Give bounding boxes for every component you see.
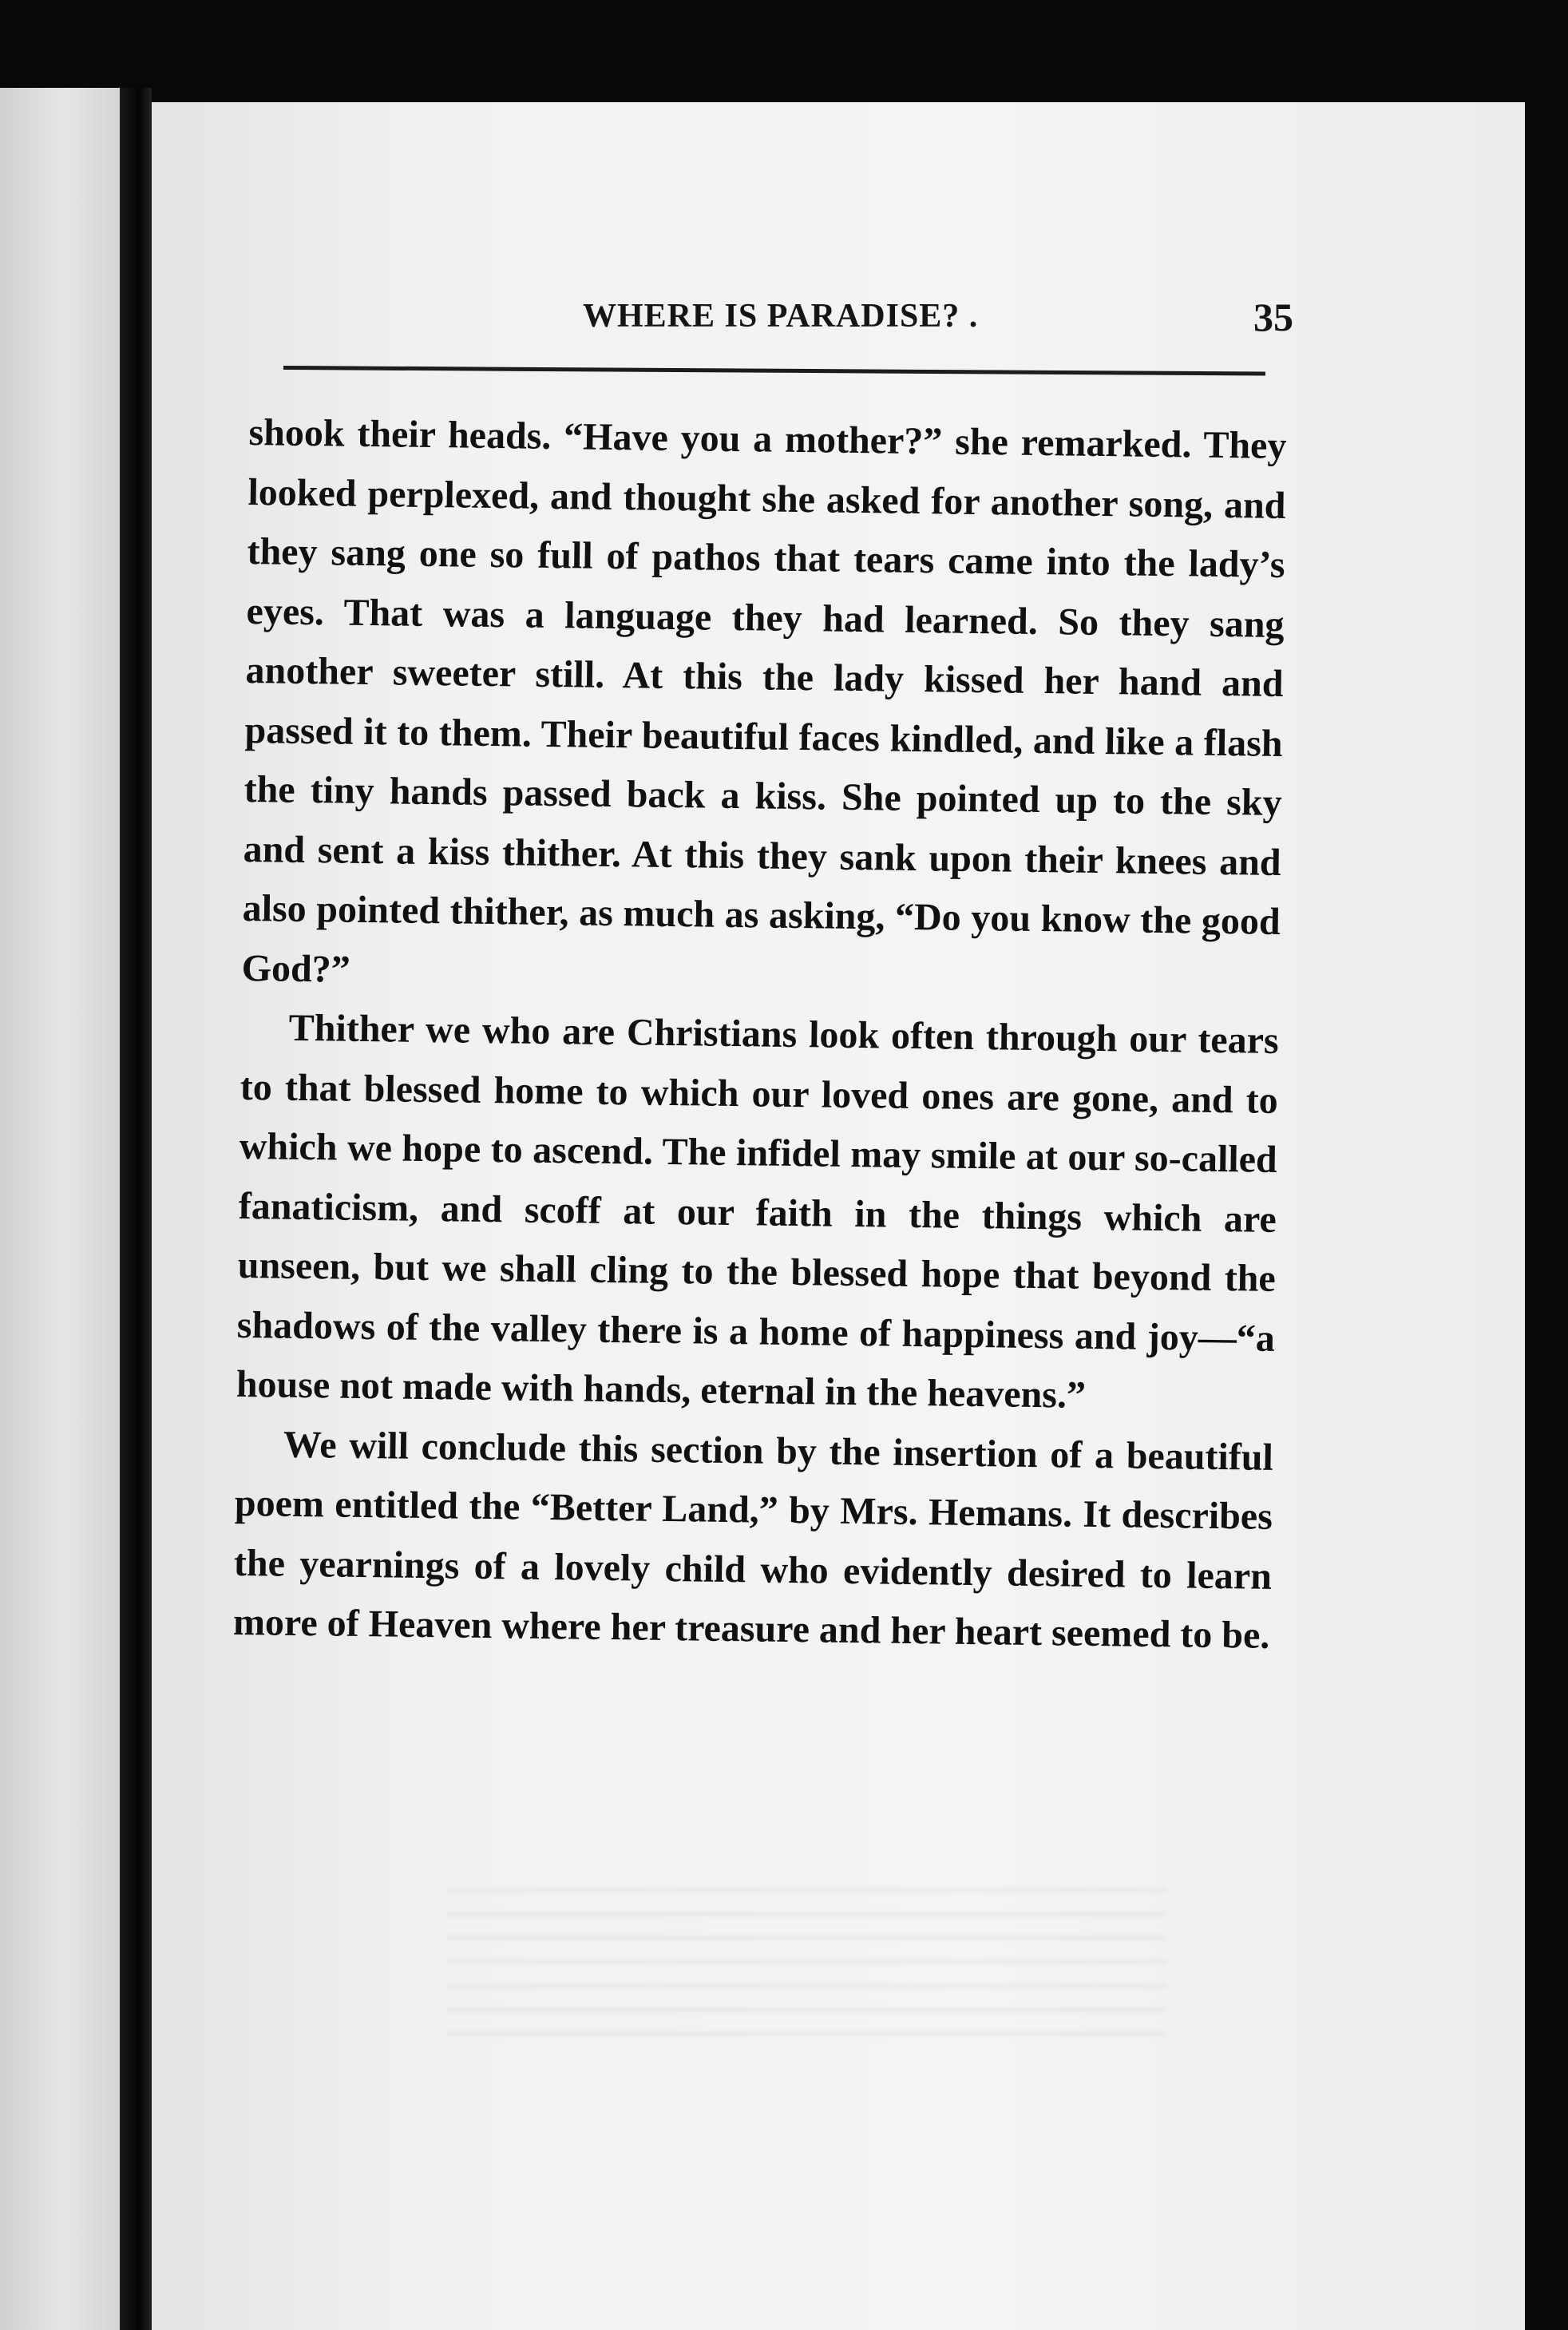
paragraph-christians: Thither we who are Christians look often through our tears to that blessed home to which our loved ones are gone, and to which we hope to ascend. The infidel may smile at our so-called fanaticism, and scoff at our faith in the things which are unseen, but we shall cling to the blessed hope that beyond the shadows of the valley there is a home of happiness and joy—“a house not made with hands, eternal in the heavens.” — [236, 1006, 1280, 1417]
book-gutter — [120, 88, 152, 2330]
running-head — [271, 297, 1293, 345]
page-number: 35 — [1253, 295, 1293, 339]
show-through-text — [447, 1876, 1166, 2036]
facing-page-edge — [0, 88, 120, 2330]
scan-right-border — [1525, 102, 1568, 2330]
body-text — [233, 403, 1287, 1666]
scan-top-border — [0, 0, 1568, 102]
paragraph-conclusion: We will conclude this section by the insertion of a beautiful poem entitled the “Better Land,” by Mrs. Hemans. It describes the yearnings of a lovely child who evidently desired to learn more of Heaven where her treasure and her heart seemed to be. — [232, 1423, 1274, 1657]
running-head-title: WHERE IS PARADISE? . — [583, 298, 979, 335]
paragraph-continuation: shook their heads. “Have you a mother?” she remarked. They looked perplexed, and thought she asked for another song, and they sang one so full of pathos that tears came into the lady’s eyes. That was a language they had learned. So they sang another sweeter still. At this the lady kissed her hand and passed it to them. Their beautiful faces kindled, and like a flash the tiny hands passed back a kiss. She pointed up to the sky and sent a kiss thither. At this they sank upon their knees and also pointed thither, as much as asking, “Do you know the good God?” — [241, 410, 1287, 991]
